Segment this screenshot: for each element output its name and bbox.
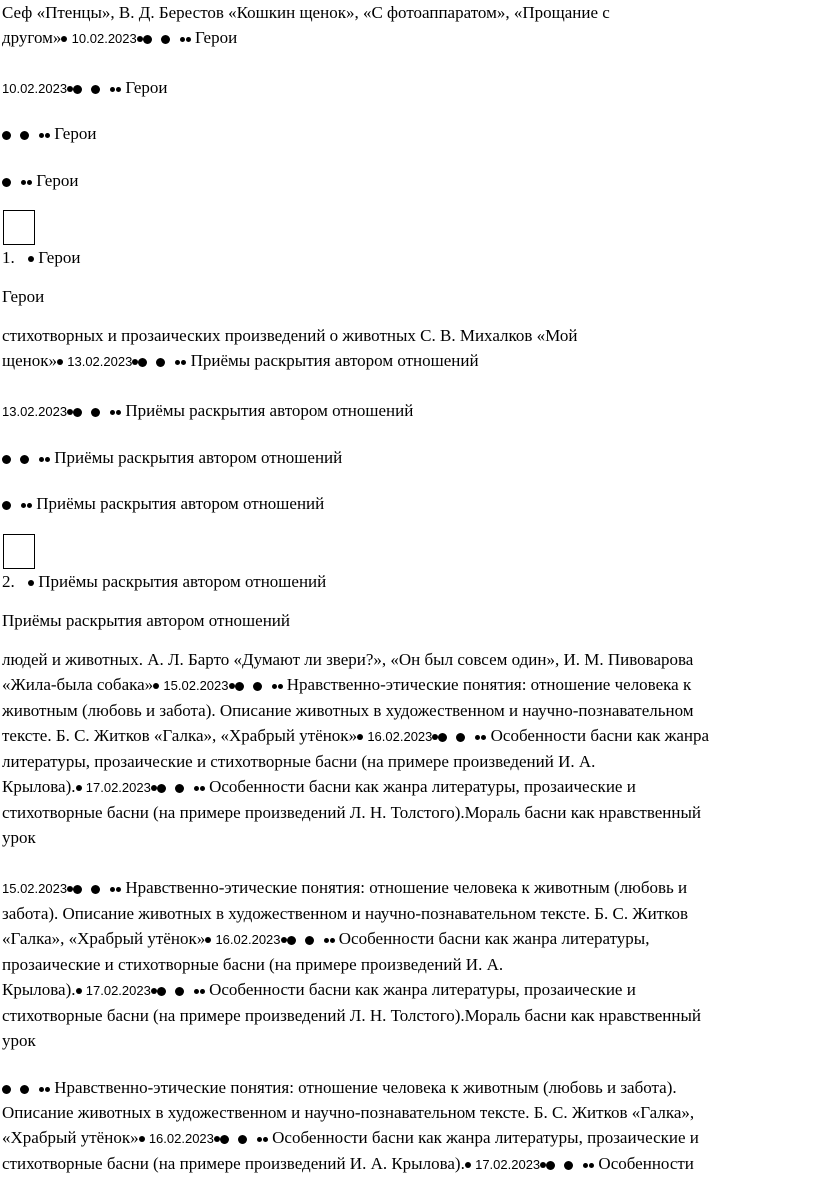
text-line: Приёмы раскрытия автором отношений: [2, 491, 324, 516]
text-line: щенок» 13.02.2023 Приёмы раскрытия автором отношений: [2, 351, 479, 370]
text-line: стихотворные басни (на примере произведений Л. Н. Толстого).Мораль басни как нравственный: [2, 1006, 702, 1025]
checkbox-frame: [3, 534, 35, 569]
paragraph-3: [2, 647, 808, 850]
text-line: 15.02.2023 Нравственно-этические понятия: отношение человека к животным (любовь и: [2, 878, 688, 897]
numbered-item: 1. Герои: [2, 248, 81, 267]
text-line: Герои: [2, 168, 78, 193]
text-line: Герои: [2, 121, 96, 146]
text-line: Приёмы раскрытия автором отношений: [2, 445, 342, 470]
paragraph-2: [2, 323, 577, 374]
text-line: литературы, прозаические и стихотворные басни (на примере произведений И. А.: [2, 752, 596, 771]
bullet-icon: [143, 35, 152, 44]
text-line: «Галка», «Храбрый утёнок» 16.02.2023 Особенности басни как жанра литературы,: [2, 929, 650, 948]
text-line: прозаические и стихотворные басни (на примере произведений И. А.: [2, 955, 504, 974]
checkbox-frame: [3, 210, 35, 245]
text-line: урок: [2, 828, 36, 847]
paragraph-4: [2, 875, 808, 1053]
text-line: Нравственно-этические понятия: отношение человека к животным (любовь и забота).: [2, 1075, 808, 1100]
numbered-item: 2. Приёмы раскрытия автором отношений: [2, 572, 327, 591]
text-line: стихотворных и прозаических произведений о животных С. В. Михалков «Мой: [2, 326, 578, 345]
paragraph-5: [2, 1075, 808, 1177]
text-line: людей и животных. А. Л. Барто «Думают ли звери?», «Он был совсем один», И. М. Пивоварова: [2, 650, 694, 669]
text-line: 13.02.2023 Приёмы раскрытия автором отношений: [2, 401, 414, 420]
text-line: Сеф «Птенцы», В. Д. Берестов «Кошкин щенок», «С фотоаппаратом», «Прощание с: [2, 3, 610, 22]
text-line: урок: [2, 1031, 36, 1050]
bullet-icon: [61, 36, 67, 42]
text-line: стихотворные басни (на примере произведений И. А. Крылова). 17.02.2023 Особенности: [2, 1154, 694, 1173]
text-line: забота). Описание животных в художественном и научно-познавательном тексте. Б. С. Житков: [2, 904, 689, 923]
text-line: Герои: [2, 287, 45, 306]
text-line: Крылова). 17.02.2023 Особенности басни как жанра литературы, прозаические и: [2, 980, 636, 999]
text-line: другом» 10.02.2023 Герои: [2, 28, 238, 47]
paragraph-1: [2, 0, 610, 51]
text-line: Приёмы раскрытия автором отношений: [2, 611, 290, 630]
text-line: животным (любовь и забота). Описание животных в художественном и научно-познавательном: [2, 701, 694, 720]
text-line: стихотворные басни (на примере произведений Л. Н. Толстого).Мораль басни как нравственный: [2, 803, 702, 822]
text-line: Описание животных в художественном и научно-познавательном тексте. Б. С. Житков «Галка»,: [2, 1103, 695, 1122]
text-line: тексте. Б. С. Житков «Галка», «Храбрый утёнок» 16.02.2023 Особенности басни как жанра: [2, 726, 710, 745]
text-line: 10.02.2023 Герои: [2, 78, 168, 97]
text-line: «Жила-была собака» 15.02.2023 Нравственно-этические понятия: отношение человека к: [2, 675, 692, 694]
text-line: Крылова). 17.02.2023 Особенности басни как жанра литературы, прозаические и: [2, 777, 636, 796]
text-line: «Храбрый утёнок» 16.02.2023 Особенности басни как жанра литературы, прозаические и: [2, 1128, 699, 1147]
